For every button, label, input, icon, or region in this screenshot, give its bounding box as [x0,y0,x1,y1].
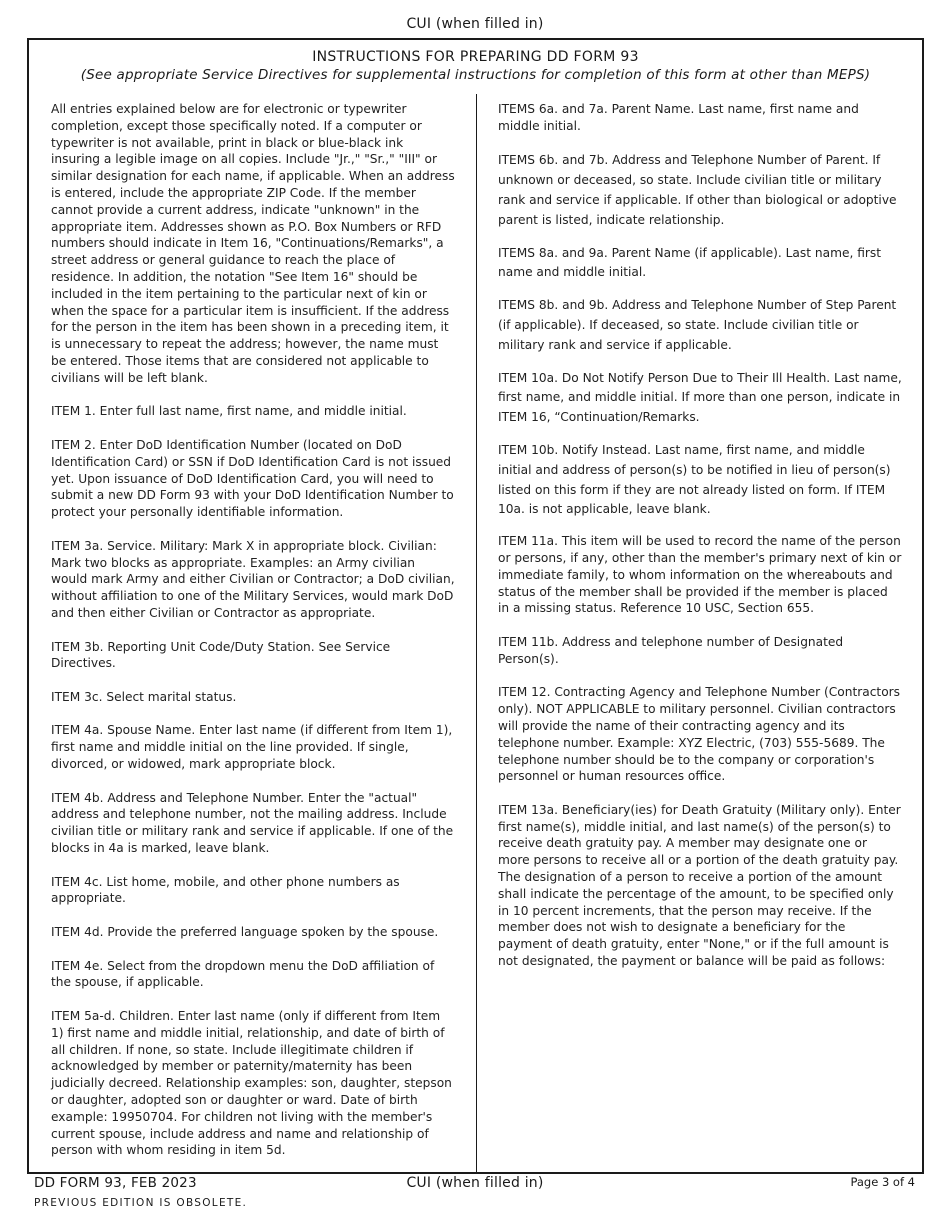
item-4b-instruction: ITEM 4b. Address and Telephone Number. Enter the "actual" address and telephone number, not the mailing address. Include civilian title or military rank and service if applicable. If one of the blocks in 4a is marked, leave blank. [51,790,454,856]
form-title: INSTRUCTIONS FOR PREPARING DD FORM 93 [312,49,639,65]
items-6a-7a-instruction: ITEMS 6a. and 7a. Parent Name. Last name, first name and middle initial. [498,102,859,133]
items-6b-7b-instruction: ITEMS 6b. and 7b. Address and Telephone Number of Parent. If unknown or deceased, so state. Include civilian title or military rank and service if applicable. If other than biological or adoptive parent is listed, indicate relationship. [498,153,897,227]
items-8a-9a-instruction: ITEMS 8a. and 9a. Parent Name (if applicable). Last name, first name and middle initial. [498,245,882,280]
item-10b-instruction: ITEM 10b. Notify Instead. Last name, first name, and middle initial and address of person(s) to be notified in lieu of person(s) listed on this form if they are not already listed on form. If ITEM 10a. is not applicable, leave blank. [498,442,891,517]
item-4a-instruction: ITEM 4a. Spouse Name. Enter last name (if different from Item 1), first name and middle initial on the line provided. If single, divorced, or widowed, mark appropriate block. [51,723,453,772]
item-3c-instruction: ITEM 3c. Select marital status. [51,689,237,704]
item-4e-instruction: ITEM 4e. Select from the dropdown menu the DoD affiliation of the spouse, if applicable. [51,958,435,990]
item-5-instruction: ITEM 5a-d. Children. Enter last name (only if different from Item 1) first name and middle initial, relationship, and date of birth of all children. If none, so state. Include illegitimate children if acknowledged by member or paternity/maternity has been judicially decreed. Relationship examples: son, daughter, stepson or daughter, adopted son or daughter or ward. Date of birth example: 19950704. For children not living with the member's current spouse, include address and name and relationship of person with whom residing in item 5d. [51,1009,452,1158]
obsolete-notice: PREVIOUS EDITION IS OBSOLETE. [34,1197,248,1209]
item-11b-instruction: ITEM 11b. Address and telephone number of Designated Person(s). [498,634,844,666]
cui-header: CUI (when filled in) [406,16,544,32]
item-3b-instruction: ITEM 3b. Reporting Unit Code/Duty Station. See Service Directives. [51,639,391,671]
instructions-frame [27,38,924,1174]
right-column [498,101,902,987]
item-13a-instruction: ITEM 13a. Beneficiary(ies) for Death Gratuity (Military only). Enter first name(s), middle initial, and last name(s) of the person(s) to receive death gratuity pay. A member may designate one or more persons to receive all or a portion of the death gratuity pay. The designation of a person to receive a portion of the amount shall indicate the percentage of the amount, to be specified only in 10 percent increments, that the person may receive. If the member does not wish to designate a beneficiary for the payment of death gratuity, enter "None," or if the full amount is not designated, the payment or balance will be paid as follows: [498,802,901,969]
item-1-instruction: ITEM 1. Enter full last name, first name, and middle initial. [51,404,407,419]
item-4c-instruction: ITEM 4c. List home, mobile, and other phone numbers as appropriate. [51,874,400,906]
left-column [51,101,455,1176]
item-2-instruction: ITEM 2. Enter DoD Identification Number (located on DoD Identification Card) or SSN if DoD Identification Card is not issued yet. Upon issuance of DoD Identification Card, you will need to submit a new DD Form 93 with your DoD Identification Number to protect your personally identifiable information. [51,437,454,520]
item-4d-instruction: ITEM 4d. Provide the preferred language spoken by the spouse. [51,925,439,940]
item-11a-instruction: ITEM 11a. This item will be used to record the name of the person or persons, if any, other than the member's primary next of kin or immediate family, to whom information on the whereabouts and status of the member shall be provided if the member is placed in a missing status. Reference 10 USC, Section 655. [498,534,902,616]
general-instructions: All entries explained below are for electronic or typewriter completion, except those specifically noted. If a computer or typewriter is not available, print in black or blue-black ink insuring a legible image on all copies. Include "Jr.," "Sr.," "III" or similar designation for each name, if applicable. When an address is entered, include the appropriate ZIP Code. If the member cannot provide a current address, indicate "unknown" in the appropriate item. Addresses shown as P.O. Box Numbers or RFD numbers should indicate in Item 16, "Continuations/Remarks", a street address or general guidance to reach the place of residence. In addition, the notation "See Item 16" should be included in the item pertaining to the particular next of kin or when the space for a particular item is insufficient. If the address for the person in the item has been shown in a preceding item, it is unnecessary to repeat the address; however, the name must be entered. Those items that are considered not applicable to civilians will be left blank. [51,102,455,385]
column-divider [476,94,477,1174]
items-8b-9b-instruction: ITEMS 8b. and 9b. Address and Telephone Number of Step Parent (if applicable). If deceased, so state. Include civilian title or military rank and service if applicable. [498,298,897,352]
item-3a-instruction: ITEM 3a. Service. Military: Mark X in appropriate block. Civilian: Mark two blocks as appropriate. Examples: an Army civilian would mark Army and either Civilian or Contractor; a DoD civilian, without affiliation to one of the Military Services, would mark DoD and then either Civilian or Contractor as appropriate. [51,538,455,620]
item-10a-instruction: ITEM 10a. Do Not Notify Person Due to Their Ill Health. Last name, first name, and middle initial. If more than one person, indicate in ITEM 16, “Continuation/Remarks. [498,370,902,425]
item-12-instruction: ITEM 12. Contracting Agency and Telephone Number (Contractors only). NOT APPLICABLE to military personnel. Civilian contractors will provide the name of their contracting agency and its telephone number. Example: XYZ Electric, (703) 555-5689. The telephone number should be to the company or corporation's personnel or human resources office. [498,685,901,784]
page-number: Page 3 of 4 [850,1175,915,1189]
form-subtitle: (See appropriate Service Directives for supplemental instructions for completion of this form at other than MEPS) [80,67,871,83]
cui-footer: CUI (when filled in) [406,1175,544,1191]
form-identifier: DD FORM 93, FEB 2023 [34,1175,197,1191]
